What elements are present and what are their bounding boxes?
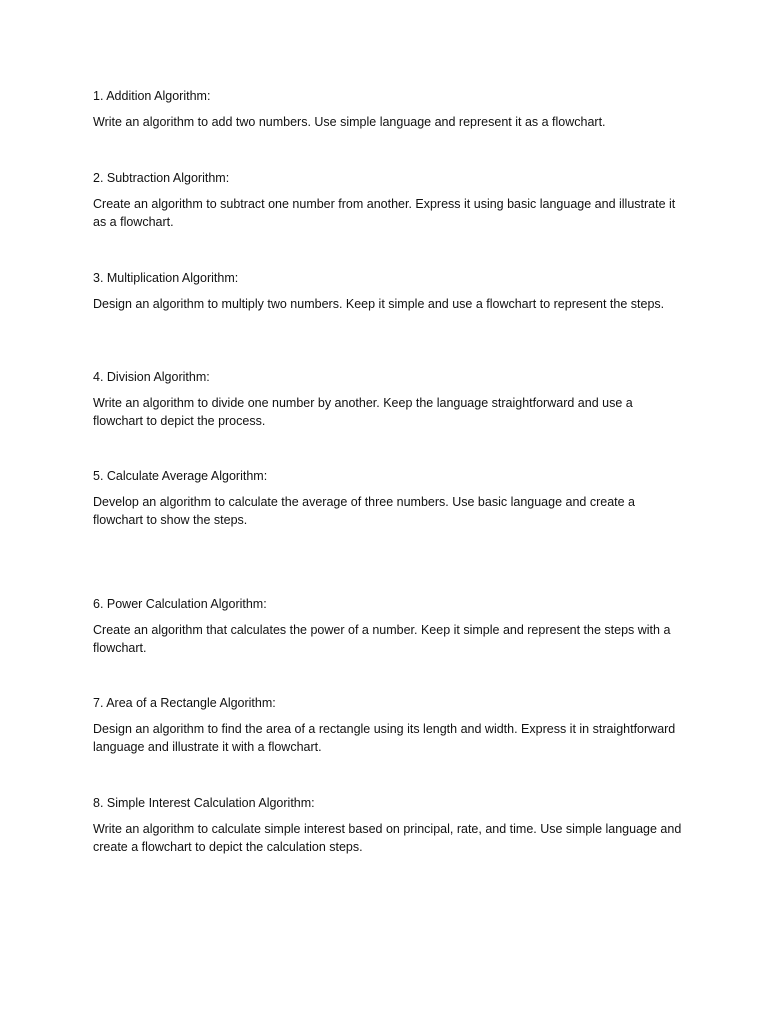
exercise-heading: 3. Multiplication Algorithm: xyxy=(93,271,239,285)
exercise-description: Write an algorithm to calculate simple interest based on principal, rate, and time. Use simple language and create a flowchart to depict the calculation steps. xyxy=(93,822,682,854)
exercise-heading: 8. Simple Interest Calculation Algorithm: xyxy=(93,796,315,810)
exercise-item-2 xyxy=(93,170,683,231)
exercise-item-3 xyxy=(93,270,683,314)
exercise-description: Write an algorithm to divide one number by another. Keep the language straightforward and use a flowchart to depict the process. xyxy=(93,396,633,428)
exercise-heading: 5. Calculate Average Algorithm: xyxy=(93,469,268,483)
exercise-item-4 xyxy=(93,369,683,430)
exercise-description: Create an algorithm to subtract one number from another. Express it using basic language and illustrate it as a flowchart. xyxy=(93,197,676,229)
exercise-heading: 4. Division Algorithm: xyxy=(93,370,210,384)
exercise-item-7 xyxy=(93,695,683,756)
exercise-item-5 xyxy=(93,468,683,529)
exercise-item-8 xyxy=(93,795,683,856)
exercise-description: Write an algorithm to add two numbers. Use simple language and represent it as a flowchart. xyxy=(93,115,606,129)
exercise-description: Develop an algorithm to calculate the average of three numbers. Use basic language and create a flowchart to show the steps. xyxy=(93,495,635,527)
exercise-heading: 1. Addition Algorithm: xyxy=(93,89,211,103)
exercise-item-6 xyxy=(93,596,683,657)
exercise-description: Design an algorithm to find the area of a rectangle using its length and width. Express it in straightforward language and illustrate it with a flowchart. xyxy=(93,722,676,754)
exercise-heading: 7. Area of a Rectangle Algorithm: xyxy=(93,696,276,710)
exercise-item-1 xyxy=(93,88,683,132)
exercise-description: Create an algorithm that calculates the power of a number. Keep it simple and represent the steps with a flowchart. xyxy=(93,623,671,655)
exercise-heading: 6. Power Calculation Algorithm: xyxy=(93,597,267,611)
exercise-description: Design an algorithm to multiply two numbers. Keep it simple and use a flowchart to represent the steps. xyxy=(93,297,665,311)
exercise-heading: 2. Subtraction Algorithm: xyxy=(93,171,230,185)
